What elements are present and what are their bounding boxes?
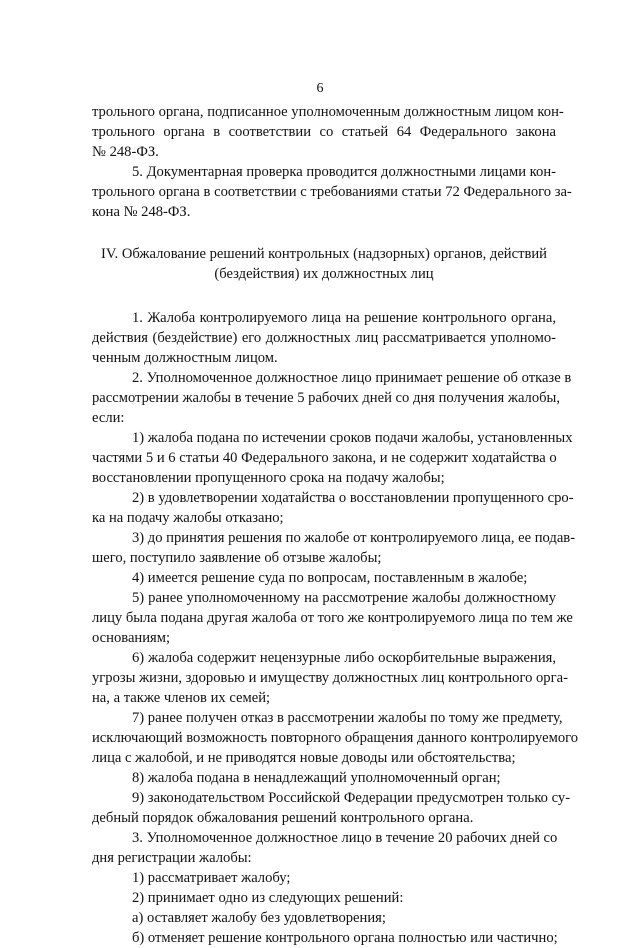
text-line: лицу была подана другая жалоба от того же контролируемого лица по тем же bbox=[92, 610, 573, 626]
list-item: б) отменяет решение контрольного органа полностью или частично; bbox=[132, 930, 558, 946]
text-line: 3. Уполномоченное должностное лицо в течение 20 рабочих дней со bbox=[132, 830, 558, 846]
text-line: дебный порядок обжалования решений контрольного органа. bbox=[92, 810, 474, 826]
text-line: 2) в удовлетворении ходатайства о восстановлении пропущенного сро- bbox=[132, 490, 574, 506]
text-line: угрозы жизни, здоровью и имуществу должностных лиц контрольного орга- bbox=[92, 670, 568, 686]
spacer bbox=[92, 222, 556, 244]
list-item: 2) принимает одно из следующих решений: bbox=[132, 890, 404, 906]
text-line: на, а также членов их семей; bbox=[92, 690, 271, 706]
text-line: 4) имеется решение суда по вопросам, поставленным в жалобе; bbox=[132, 570, 528, 586]
text-line: лица с жалобой, и не приводятся новые доводы или обстоятельства; bbox=[92, 750, 516, 766]
subitem-4 bbox=[92, 568, 556, 588]
list-item: а) оставляет жалобу без удовлетворения; bbox=[132, 910, 386, 926]
text-line: частями 5 и 6 статьи 40 Федерального закона, и не содержит ходатайства о bbox=[92, 450, 557, 466]
text-line: трольного органа в соответствии с требованиями статьи 72 Федерального за- bbox=[92, 184, 572, 200]
subitem-9 bbox=[92, 788, 571, 828]
text-line: № 248-ФЗ. bbox=[92, 144, 159, 160]
text-line: 1. Жалоба контролируемого лица на решение контрольного органа, bbox=[132, 310, 556, 326]
text-line: ка на подачу жалобы отказано; bbox=[92, 510, 284, 526]
text-line: 3) до принятия решения по жалобе от контролируемого лица, ее подав- bbox=[132, 530, 576, 546]
text-line: трольного органа в соответствии со статьей 64 Федерального закона bbox=[92, 124, 556, 140]
text-line: 1) жалоба подана по истечении сроков подачи жалобы, установленных bbox=[132, 430, 573, 446]
subitem-8 bbox=[92, 768, 556, 788]
text-line: 8) жалоба подана в ненадлежащий уполномоченный орган; bbox=[132, 770, 501, 786]
subitem-1 bbox=[92, 428, 573, 488]
item-2 bbox=[92, 368, 572, 428]
paragraph-continuation bbox=[92, 102, 564, 162]
subitem-3 bbox=[92, 528, 576, 568]
text-line: 7) ранее получен отказ в рассмотрении жалобы по тому же предмету, bbox=[132, 710, 563, 726]
document-body bbox=[92, 102, 579, 948]
text-line: если: bbox=[92, 410, 125, 426]
heading-line: IV. Обжалование решений контрольных (надзорных) органов, действий bbox=[101, 246, 547, 262]
text-line: исключающий возможность повторного обращения данного контролируемого bbox=[92, 730, 579, 746]
text-line: шего, поступило заявление об отзыве жалобы; bbox=[92, 550, 382, 566]
subitem-5 bbox=[92, 588, 573, 648]
page-number: 6 bbox=[316, 81, 324, 96]
list-item: 1) рассматривает жалобу; bbox=[132, 870, 291, 886]
text-line: трольного органа, подписанное уполномоченным должностным лицом кон- bbox=[92, 104, 564, 120]
text-line: 9) законодательством Российской Федерации предусмотрен только су- bbox=[132, 790, 571, 806]
item-1 bbox=[92, 308, 556, 368]
text-line: действия (бездействие) его должностных лиц рассматривается уполномо- bbox=[92, 330, 556, 346]
item-3-list bbox=[92, 868, 556, 948]
text-line: 5. Документарная проверка проводится должностными лицами кон- bbox=[132, 164, 556, 180]
spacer bbox=[92, 284, 556, 308]
text-line: 6) жалоба содержит нецензурные либо оскорбительные выражения, bbox=[132, 650, 556, 666]
text-line: рассмотрении жалобы в течение 5 рабочих дней со дня получения жалобы, bbox=[92, 390, 561, 406]
text-line: ченным должностным лицом. bbox=[92, 350, 278, 366]
subitem-7 bbox=[92, 708, 579, 768]
subitem-6 bbox=[92, 648, 568, 708]
text-line: основаниям; bbox=[92, 630, 171, 646]
text-line: восстановлении пропущенного срока на подачу жалобы; bbox=[92, 470, 445, 486]
text-line: 2. Уполномоченное должностное лицо принимает решение об отказе в bbox=[132, 370, 572, 386]
heading-line: (бездействия) их должностных лиц bbox=[214, 266, 434, 282]
item-3 bbox=[92, 828, 556, 868]
section-heading bbox=[92, 244, 556, 284]
text-line: 5) ранее уполномоченному на рассмотрение жалобы должностному bbox=[132, 590, 556, 606]
text-line: дня регистрации жалобы: bbox=[92, 850, 252, 866]
text-line: кона № 248-ФЗ. bbox=[92, 204, 191, 220]
paragraph-5 bbox=[92, 162, 572, 222]
subitem-2 bbox=[92, 488, 574, 528]
